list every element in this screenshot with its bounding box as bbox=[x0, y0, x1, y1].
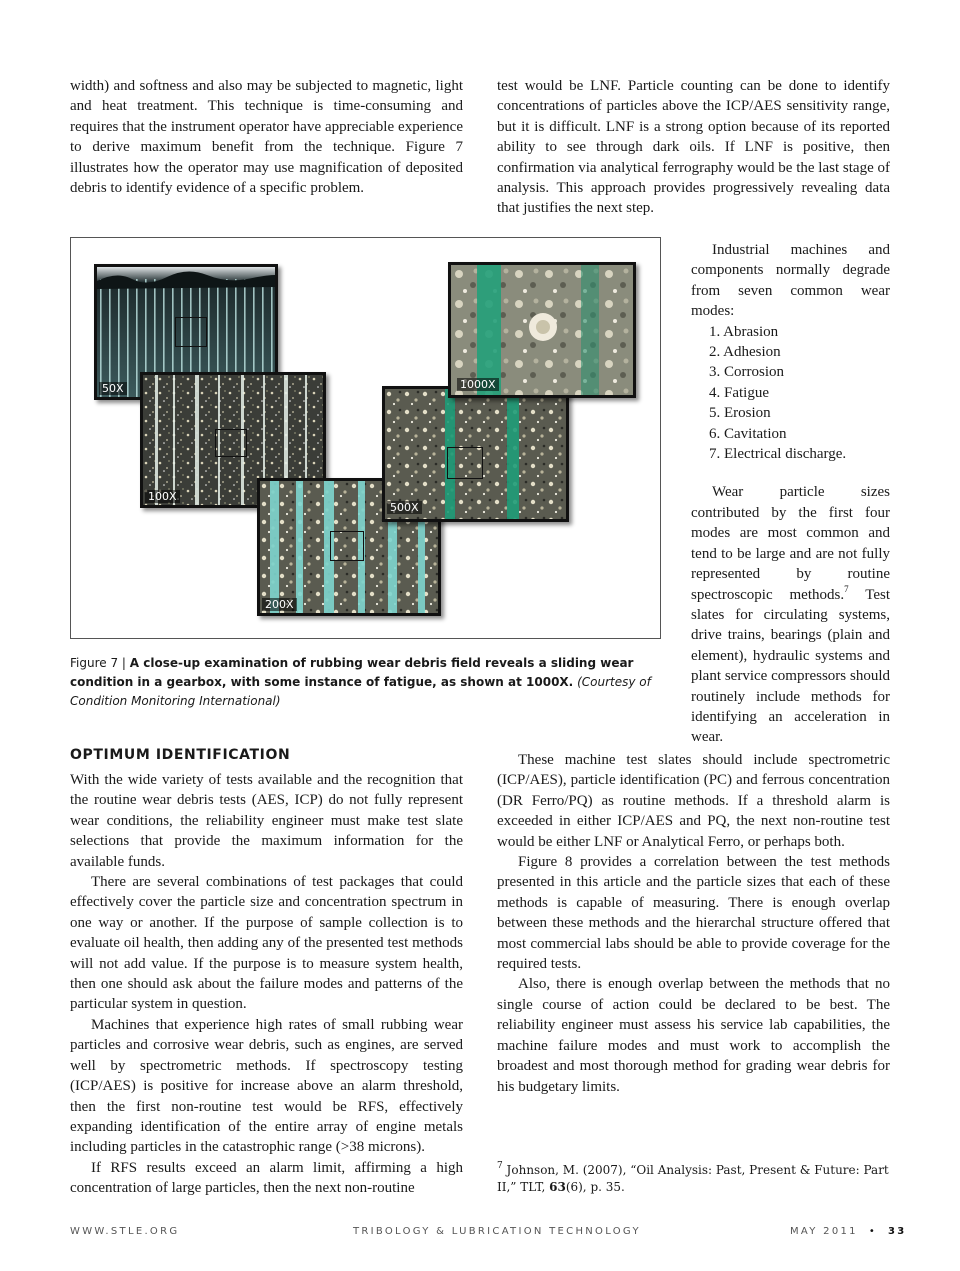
wear-modes-list bbox=[691, 322, 890, 465]
micrograph-500x bbox=[382, 386, 569, 522]
section-paragraph-1: With the wide variety of tests available and the recognition that the routine wear debris tests (AES, ICP) do not fully represent wear conditions, the reliability engineer must make test slate selections that provide the maximum information for the available funds. bbox=[70, 772, 463, 870]
list-item: 7. Electrical discharge. bbox=[709, 446, 847, 463]
list-item: 2. Adhesion bbox=[709, 344, 781, 361]
mag-label-500x: 500X bbox=[387, 501, 422, 514]
caption-credit: (Courtesy of Condition Monitoring International) bbox=[70, 675, 651, 708]
page-number: 33 bbox=[887, 1226, 907, 1237]
caption-text: A close-up examination of rubbing wear debris field reveals a sliding wear condition in a gearbox, with some instance of fatigue, as shown at 1000X. bbox=[70, 656, 634, 689]
list-item: 5. Erosion bbox=[709, 405, 771, 422]
wear-modes-intro: Industrial machines and components normally degrade from seven common wear modes: bbox=[691, 242, 890, 320]
footer-publication: TRIBOLOGY & LUBRICATION TECHNOLOGY bbox=[353, 1226, 641, 1237]
list-item: 6. Cavitation bbox=[709, 425, 787, 442]
intro-paragraph: width) and softness and also may be subjected to magnetic, light and heat treatment. This technique is time-consuming and requires that the instrument operator have appreciable experience to derive maximum benefit from the technique. Figure 7 illustrates how the operator may use magnification of deposited debris to identify evidence of a specific problem. bbox=[70, 78, 463, 197]
micrograph-1000x-image bbox=[451, 265, 633, 395]
section-paragraph-3: Machines that experience high rates of small rubbing wear particles and corrosive wear debris, such as engines, are served well by spectrometric methods. If spectroscopy testing (ICP/AES) is positive for increase above an alarm threshold, then the first non-routine test would be RFS, effectively expanding identification of the entire array of engine metals including particles in the catastrophic range (>38 microns). bbox=[70, 1016, 463, 1156]
mag-label-1000x: 1000X bbox=[457, 378, 499, 391]
list-item: 4. Fatigue bbox=[709, 384, 769, 401]
caption-label: Figure 7 | bbox=[70, 656, 130, 670]
footnote: $^7$ Johnson, M. (2007), “Oil Analysis: Past, Present & Future: Part II,” TLT, 63(6), p. 35. bbox=[497, 1161, 889, 1194]
section-heading: OPTIMUM IDENTIFICATION bbox=[70, 747, 291, 763]
zoom-box-50x bbox=[175, 317, 207, 347]
micrograph-1000x bbox=[448, 262, 636, 398]
footnote-number: 7 bbox=[497, 1161, 503, 1171]
footer-date: MAY 2011 bbox=[790, 1226, 858, 1237]
figure8-paragraph: Figure 8 provides a correlation between the test methods presented in this article and the particle sizes that each of these methods is capable of measuring. There is enough overlap between these methods and the hierarchal structure offered that most commercial labs should be able to provide coverage for the required tests. bbox=[497, 854, 890, 973]
section-paragraph-2: There are several combinations of test packages that could effectively cover the particle size and concentration spectrum in one way or another. If the purpose of sample collection is to evaluate oil health, then adding any of the presented test methods will not add value. If the purpose is to measure system health, then one should ask about the failure modes and patterns of the particular system in question. bbox=[70, 874, 463, 1013]
mag-label-200x: 200X bbox=[262, 598, 297, 611]
test-slates-paragraph: These machine test slates should include spectrometric (ICP/AES), particle identification (PC) and ferrous concentration (DR Ferro/PQ) as routine methods. If a threshold alarm is exceeded in either ICP/AES and PQ, the next non-routine test would be either LNF or Analytical Ferro, or perhaps both. bbox=[497, 752, 890, 850]
figure-caption bbox=[70, 654, 670, 711]
footer-page-info bbox=[790, 1226, 907, 1237]
overlap-paragraph: Also, there is enough overlap between the methods that no single course of action could be declared to be best. The reliability engineer must assess his service lab capabilities, the machine failure modes and must work to accomplish the broadest and most thorough method for grading wear debris for his budgetary limits. bbox=[497, 976, 890, 1095]
zoom-box-200x bbox=[330, 531, 364, 561]
zoom-box-500x bbox=[447, 447, 483, 479]
list-item: 3. Corrosion bbox=[709, 364, 784, 381]
footnote-volume: 63 bbox=[549, 1180, 566, 1194]
wear-sizes-paragraph: Wear particle sizes contributed by the first four modes are most common and tend to be large and are not fully represented by routine spectroscopic methods.$^7$ Test slates for circulating systems, drive trains, bearings (plain and element), hydraulic systems and plant service compressors should routinely include methods for identifying an acceleration in wear. bbox=[691, 484, 890, 746]
footnote-marker: 7 bbox=[844, 583, 849, 594]
footer-website: WWW.STLE.ORG bbox=[70, 1226, 180, 1237]
right-top-paragraph: test would be LNF. Particle counting can be done to identify concentrations of particles above the ICP/AES sensitivity range, but it is difficult. LNF is a strong option because of its reported ability to see through dark oils. If LNF is positive, then confirmation via analytical ferrography would be the last stage of analysis. This approach provides progressively revealing data that justifies the next step. bbox=[497, 78, 890, 217]
figure-7-micrographs bbox=[70, 237, 661, 639]
section-paragraph-4: If RFS results exceed an alarm limit, affirming a high concentration of large particles, then the next non-routine bbox=[70, 1159, 463, 1197]
footer-bullet: • bbox=[868, 1226, 878, 1237]
list-item: 1. Abrasion bbox=[709, 323, 779, 340]
zoom-box-100x bbox=[215, 429, 247, 457]
mag-label-50x: 50X bbox=[99, 382, 127, 395]
mag-label-100x: 100X bbox=[145, 490, 180, 503]
